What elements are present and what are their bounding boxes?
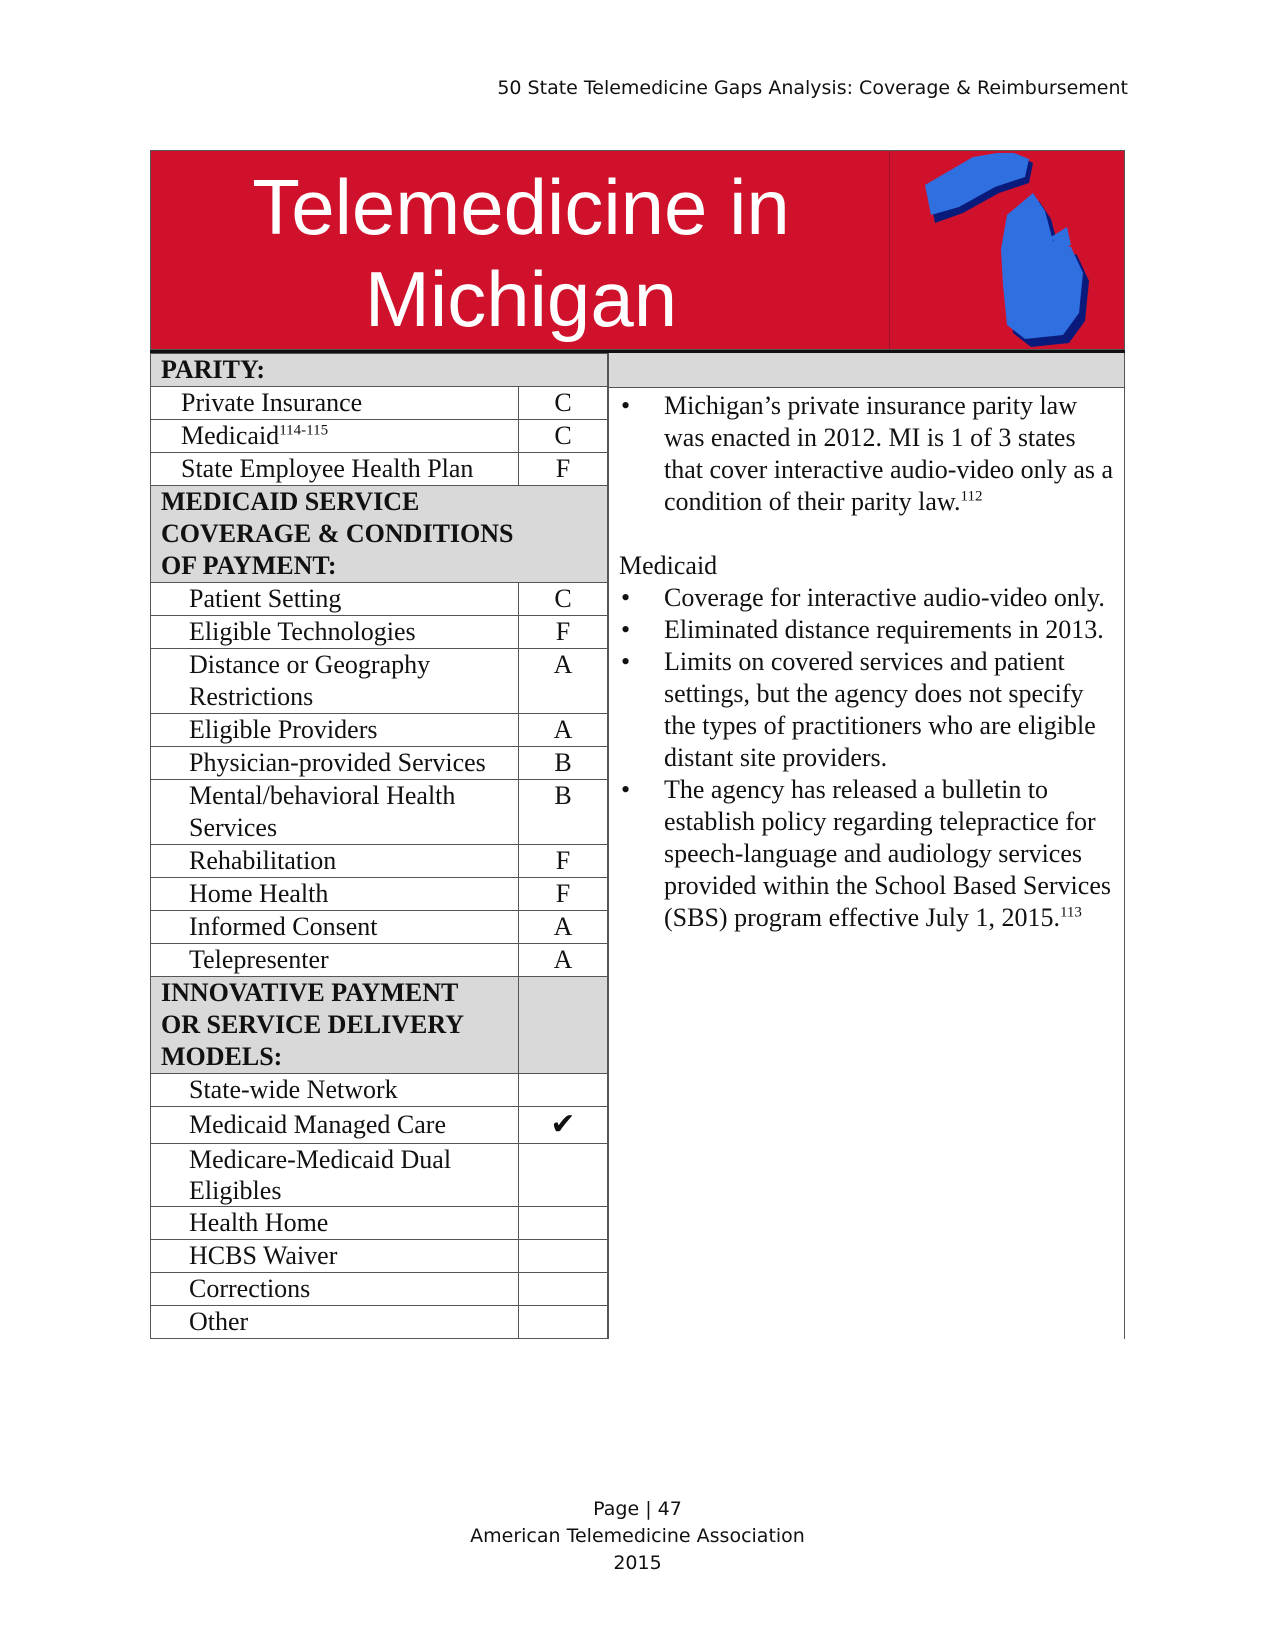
- row-label: Physician-provided Services: [151, 747, 519, 780]
- row-label-line: Services: [189, 813, 278, 842]
- table-row: [151, 1107, 608, 1144]
- row-label: Other: [151, 1306, 519, 1339]
- row-grade: C: [519, 420, 608, 453]
- row-grade: [519, 1144, 608, 1207]
- section-title-line: INNOVATIVE PAYMENT: [161, 978, 459, 1007]
- row-label: Patient Setting: [151, 583, 519, 616]
- list-item: [619, 774, 1114, 934]
- row-grade: F: [519, 878, 608, 911]
- section-header-row: [151, 486, 608, 583]
- parity-notes: [619, 390, 1114, 518]
- state-report-card: [150, 150, 1125, 1339]
- table-row: [151, 845, 608, 878]
- table-row: [151, 747, 608, 780]
- row-grade: C: [519, 387, 608, 420]
- footer-year: 2015: [613, 1552, 662, 1574]
- footnote-ref: 114-115: [279, 422, 329, 439]
- medicaid-heading: Medicaid: [619, 551, 718, 580]
- note-text: Michigan’s private insurance parity law was enacted in 2012. MI is 1 of 3 states that cover interactive audio-video only as a condition of their parity law.: [664, 391, 1114, 516]
- table-row: [151, 1074, 608, 1107]
- row-grade: [519, 1273, 608, 1306]
- list-item: [619, 390, 1114, 518]
- footer-org: American Telemedicine Association: [470, 1525, 805, 1547]
- row-grade: F: [519, 453, 608, 486]
- section-title-line: COVERAGE & CONDITIONS: [161, 519, 514, 548]
- table-row: [151, 944, 608, 977]
- table-row: [151, 1273, 608, 1306]
- row-label: Eligible Technologies: [151, 616, 519, 649]
- section-grade-blank: [519, 977, 608, 1074]
- grades-table: [150, 353, 608, 1339]
- row-grade: C: [519, 583, 608, 616]
- row-grade: B: [519, 780, 608, 845]
- row-label: Corrections: [151, 1273, 519, 1306]
- footnote-ref: 113: [1059, 904, 1082, 921]
- table-row: [151, 387, 608, 420]
- note-text: The agency has released a bulletin to establish policy regarding telepractice for speech-language and audiology services provided within the School Based Services (SBS) program effective July 1, 2015.: [664, 775, 1111, 932]
- row-label-line: Distance or Geography: [189, 650, 431, 679]
- table-row: [151, 453, 608, 486]
- banner-title-line2: Michigan: [364, 255, 678, 343]
- section-header-row: [151, 354, 608, 387]
- row-grade: A: [519, 911, 608, 944]
- page-footer: [0, 1496, 1275, 1577]
- notes-column: [608, 353, 1125, 1339]
- row-grade: F: [519, 845, 608, 878]
- row-label: Medicaid Managed Care: [151, 1107, 519, 1144]
- row-label-line: Mental/behavioral Health: [189, 781, 456, 810]
- checkmark-icon: ✔: [519, 1107, 608, 1144]
- row-label: State-wide Network: [151, 1074, 519, 1107]
- row-label-line: Eligibles: [189, 1176, 282, 1205]
- table-row: [151, 1306, 608, 1339]
- row-label-line: Restrictions: [189, 682, 314, 711]
- row-label: State Employee Health Plan: [151, 453, 519, 486]
- table-row: [151, 878, 608, 911]
- row-label: [151, 1144, 519, 1207]
- row-grade: F: [519, 616, 608, 649]
- table-row: [151, 583, 608, 616]
- row-label-text: Medicaid: [181, 421, 280, 450]
- table-row: [151, 1144, 608, 1207]
- list-item: • Eliminated distance requirements in 2013.: [619, 614, 1114, 646]
- row-grade: [519, 1306, 608, 1339]
- running-header: 50 State Telemedicine Gaps Analysis: Coverage & Reimbursement: [497, 77, 1128, 99]
- banner-title-line1: Telemedicine in: [252, 163, 790, 251]
- row-grade: [519, 1074, 608, 1107]
- notes-header: [609, 353, 1124, 388]
- medicaid-notes: [619, 582, 1114, 934]
- section-title-line: MODELS:: [161, 1042, 283, 1071]
- table-row: [151, 420, 608, 453]
- row-label: Telepresenter: [151, 944, 519, 977]
- row-grade: A: [519, 649, 608, 714]
- section-header-row: [151, 977, 608, 1074]
- section-title-line: OF PAYMENT:: [161, 551, 337, 580]
- section-title-innovative-payment: [151, 977, 519, 1074]
- list-item: • Coverage for interactive audio-video only.: [619, 582, 1114, 614]
- row-label: Eligible Providers: [151, 714, 519, 747]
- table-row: [151, 1207, 608, 1240]
- row-label: Home Health: [151, 878, 519, 911]
- row-label: Private Insurance: [151, 387, 519, 420]
- row-label: Informed Consent: [151, 911, 519, 944]
- spacer: [619, 518, 1114, 550]
- banner-divider: [889, 151, 890, 349]
- michigan-state-map-icon: [921, 153, 1101, 348]
- row-label-line: Medicare-Medicaid Dual: [189, 1145, 452, 1174]
- section-title-line: MEDICAID SERVICE: [161, 487, 420, 516]
- row-label: HCBS Waiver: [151, 1240, 519, 1273]
- page-number: Page | 47: [593, 1498, 682, 1520]
- table-row: [151, 1240, 608, 1273]
- row-grade: B: [519, 747, 608, 780]
- row-grade: A: [519, 944, 608, 977]
- row-grade: A: [519, 714, 608, 747]
- table-row: [151, 911, 608, 944]
- row-grade: [519, 1207, 608, 1240]
- banner-title: [151, 161, 891, 345]
- notes-body: [609, 388, 1124, 934]
- row-grade: [519, 1240, 608, 1273]
- table-row: [151, 780, 608, 845]
- table-row: [151, 649, 608, 714]
- row-label: [151, 649, 519, 714]
- table-row: [151, 616, 608, 649]
- footnote-ref: 112: [960, 488, 983, 505]
- row-label: Health Home: [151, 1207, 519, 1240]
- title-banner: [150, 150, 1125, 350]
- row-label: [151, 780, 519, 845]
- row-label: Rehabilitation: [151, 845, 519, 878]
- section-title-parity: PARITY:: [151, 354, 608, 387]
- section-title-line: OR SERVICE DELIVERY: [161, 1010, 465, 1039]
- row-label: [151, 420, 519, 453]
- list-item: • Limits on covered services and patient settings, but the agency does not specify the types of practitioners who are eligible distant site providers.: [619, 646, 1114, 774]
- table-row: [151, 714, 608, 747]
- section-title-medicaid-coverage: [151, 486, 608, 583]
